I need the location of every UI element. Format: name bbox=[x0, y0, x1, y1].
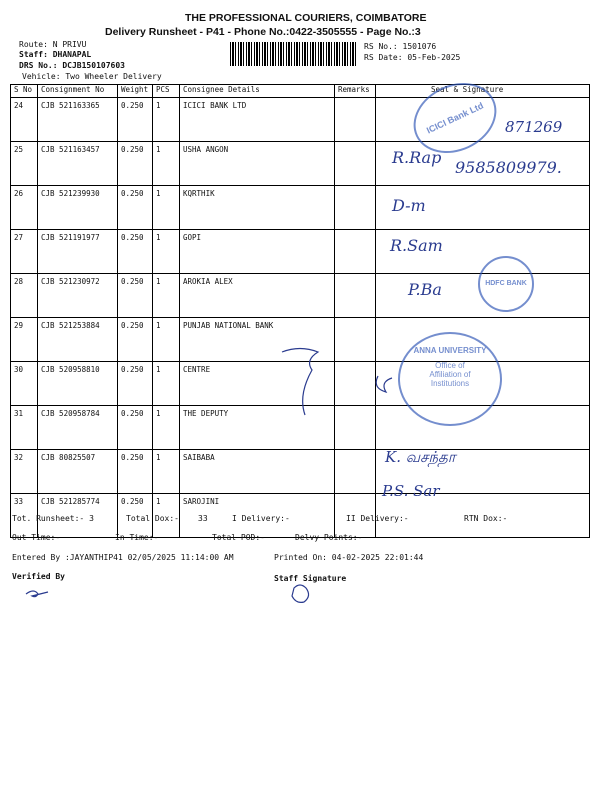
row-consignee: AROKIA ALEX bbox=[180, 274, 335, 318]
row-consignee: KQRTHIK bbox=[180, 186, 335, 230]
row-pcs: 1 bbox=[153, 362, 180, 406]
col-remarks: Remarks bbox=[335, 85, 376, 98]
handwritten-signature: P.Ba bbox=[408, 280, 442, 299]
anna-office-text: Office of Affiliation of Institutions bbox=[429, 361, 471, 388]
staff-text: Staff: DHANAPAL bbox=[19, 50, 92, 59]
handwritten-signature: R.Rap bbox=[392, 148, 442, 167]
entered-by: Entered By :JAYANTHIP41 02/05/2025 11:14:00 AM bbox=[12, 553, 234, 562]
row-weight: 0.250 bbox=[118, 450, 153, 494]
row-weight: 0.250 bbox=[118, 230, 153, 274]
company-title: THE PROFESSIONAL COURIERS, COIMBATORE bbox=[185, 12, 427, 24]
printed-on: Printed On: 04-02-2025 22:01:44 bbox=[274, 553, 424, 562]
row-consignment: CJB 521191977 bbox=[38, 230, 118, 274]
row-sno: 31 bbox=[11, 406, 38, 450]
row-weight: 0.250 bbox=[118, 142, 153, 186]
rtn-dox: RTN Dox:- bbox=[464, 514, 508, 523]
anna-university-name: ANNA UNIVERSITY bbox=[413, 346, 487, 355]
row-consignee: USHA ANGON bbox=[180, 142, 335, 186]
out-time: Out Time:- bbox=[12, 533, 61, 542]
ii-delivery: II Delivery:- bbox=[346, 514, 409, 523]
row-sno: 28 bbox=[11, 274, 38, 318]
row-pcs: 1 bbox=[153, 494, 180, 538]
handwritten-signature: R.Sam bbox=[390, 236, 443, 255]
in-time: In Time:- bbox=[115, 533, 159, 542]
row-consignment: CJB 521163365 bbox=[38, 98, 118, 142]
row-consignee: SAROJINI bbox=[180, 494, 335, 538]
col-sno: S No bbox=[11, 85, 38, 98]
vehicle-text: Vehicle: Two Wheeler Delivery bbox=[22, 72, 162, 81]
row-consignee: THE DEPUTY bbox=[180, 406, 335, 450]
drs-number: DRS No.: DCJB150107603 bbox=[19, 61, 125, 70]
pen-scribble bbox=[376, 376, 392, 392]
col-pcs: PCS bbox=[153, 85, 180, 98]
row-consignment: CJB 521239930 bbox=[38, 186, 118, 230]
total-dox-value: 33 bbox=[198, 514, 208, 523]
col-seal-signature: Seal & Signature bbox=[376, 85, 590, 98]
row-sno: 33 bbox=[11, 494, 38, 538]
row-weight: 0.250 bbox=[118, 98, 153, 142]
row-pcs: 1 bbox=[153, 230, 180, 274]
row-weight: 0.250 bbox=[118, 362, 153, 406]
rs-number: RS No.: 1501076 bbox=[364, 42, 437, 51]
row-sno: 25 bbox=[11, 142, 38, 186]
row-consignment: CJB 521285774 bbox=[38, 494, 118, 538]
row-consignment: CJB 521163457 bbox=[38, 142, 118, 186]
delvy-points: Delvy Points:- bbox=[295, 533, 363, 542]
handwritten-phone: 9585809979. bbox=[455, 158, 562, 177]
row-consignee: PUNJAB NATIONAL BANK bbox=[180, 318, 335, 362]
row-pcs: 1 bbox=[153, 186, 180, 230]
col-weight: Weight bbox=[118, 85, 153, 98]
pen-scribble bbox=[282, 349, 318, 416]
handwritten-signature: P.S. Sar bbox=[382, 482, 440, 500]
staff-signature-mark bbox=[292, 585, 309, 602]
col-consignee: Consignee Details bbox=[180, 85, 335, 98]
hdfc-bank-stamp: HDFC BANK bbox=[478, 256, 534, 312]
row-consignment: CJB 80825507 bbox=[38, 450, 118, 494]
total-dox-label: Total Dox:- bbox=[126, 514, 179, 523]
row-weight: 0.250 bbox=[118, 274, 153, 318]
row-weight: 0.250 bbox=[118, 318, 153, 362]
row-consignment: CJB 520958810 bbox=[38, 362, 118, 406]
col-consignment: Consignment No bbox=[38, 85, 118, 98]
row-weight: 0.250 bbox=[118, 186, 153, 230]
row-pcs: 1 bbox=[153, 274, 180, 318]
row-sno: 27 bbox=[11, 230, 38, 274]
row-consignee: GOPI bbox=[180, 230, 335, 274]
row-pcs: 1 bbox=[153, 406, 180, 450]
row-consignment: CJB 521253884 bbox=[38, 318, 118, 362]
handwritten-signature: D-m bbox=[392, 196, 426, 215]
row-pcs: 1 bbox=[153, 318, 180, 362]
row-sno: 30 bbox=[11, 362, 38, 406]
row-weight: 0.250 bbox=[118, 406, 153, 450]
icici-bank-stamp: ICICI Bank Ltd bbox=[402, 70, 508, 166]
row-sno: 29 bbox=[11, 318, 38, 362]
row-consignee: SAIBABA bbox=[180, 450, 335, 494]
tot-runsheet: Tot. Runsheet:- 3 bbox=[12, 514, 94, 523]
runsheet-title: Delivery Runsheet - P41 - Phone No.:0422-3505555 - Page No.:3 bbox=[105, 26, 421, 38]
row-sno: 26 bbox=[11, 186, 38, 230]
row-consignment: CJB 520958784 bbox=[38, 406, 118, 450]
row-pcs: 1 bbox=[153, 450, 180, 494]
row-consignee: CENTRE bbox=[180, 362, 335, 406]
handwritten-signature: K. வசந்தா bbox=[385, 448, 456, 466]
staff-signature: Staff Signature bbox=[274, 574, 347, 583]
row-pcs: 1 bbox=[153, 142, 180, 186]
row-consignee: ICICI BANK LTD bbox=[180, 98, 335, 142]
rs-date: RS Date: 05-Feb-2025 bbox=[364, 53, 461, 62]
row-sno: 24 bbox=[11, 98, 38, 142]
route-text: Route: N PRIVU bbox=[19, 40, 87, 49]
row-weight: 0.250 bbox=[118, 494, 153, 538]
row-sno: 32 bbox=[11, 450, 38, 494]
total-pod: Total POD:- bbox=[212, 533, 265, 542]
row-consignment: CJB 521230972 bbox=[38, 274, 118, 318]
i-delivery: I Delivery:- bbox=[232, 514, 290, 523]
verified-by-mark bbox=[26, 591, 48, 597]
handwritten-note: 871269 bbox=[505, 118, 563, 136]
verified-by: Verified By bbox=[12, 572, 65, 581]
row-pcs: 1 bbox=[153, 98, 180, 142]
